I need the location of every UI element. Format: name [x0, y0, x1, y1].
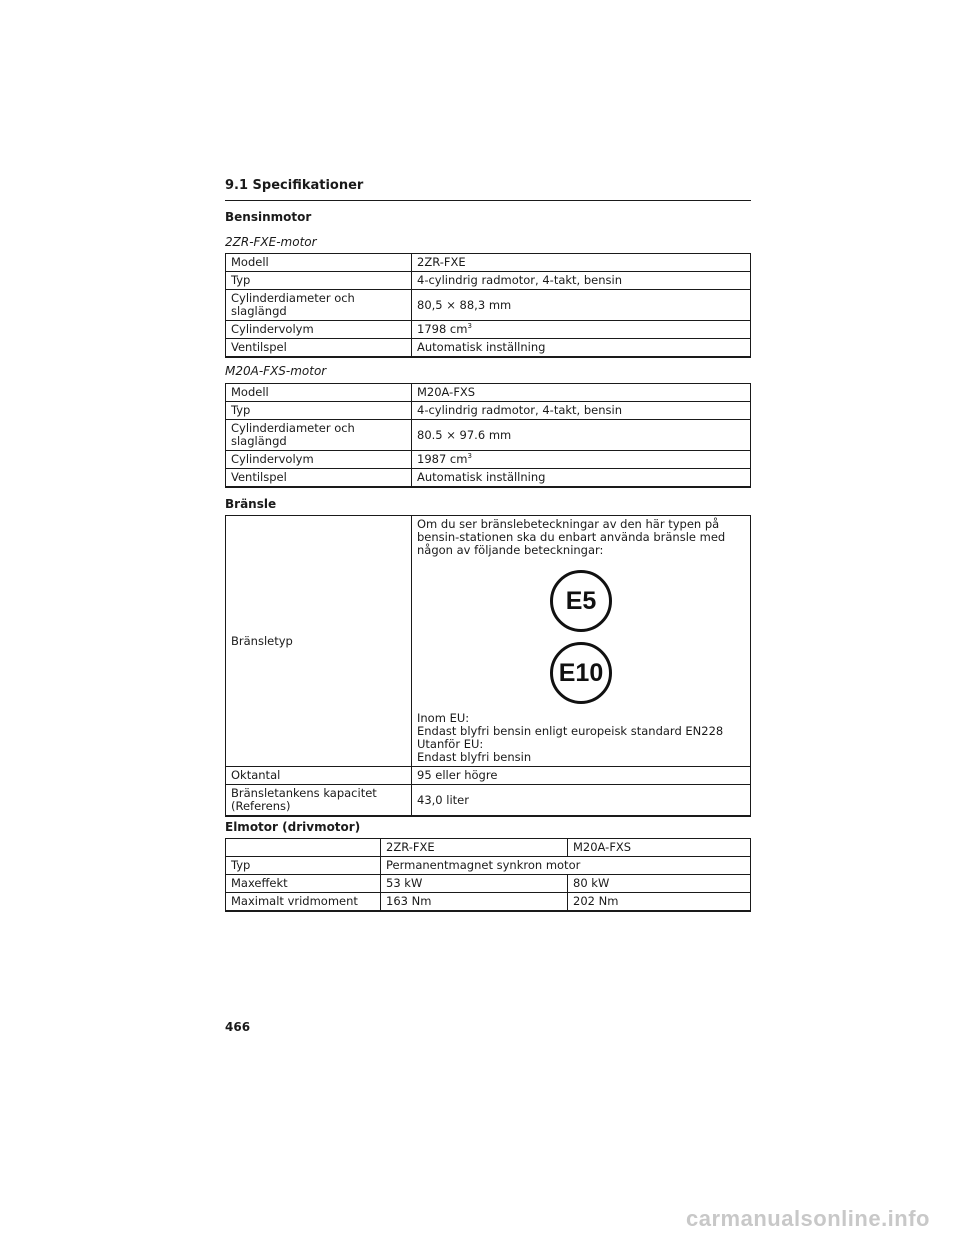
- row-value: 80,5 × 88,3 mm: [412, 290, 751, 321]
- table-row: [226, 516, 751, 767]
- row-key: Typ: [226, 402, 412, 420]
- table-row: [226, 420, 751, 451]
- row-value: Automatisk inställning: [412, 469, 751, 488]
- table-row: [226, 469, 751, 488]
- row-value: [412, 516, 751, 767]
- row-value: 4-cylindrig radmotor, 4-takt, bensin: [412, 272, 751, 290]
- row-value: 4-cylindrig radmotor, 4-takt, bensin: [412, 402, 751, 420]
- elmotor-table: [225, 838, 751, 912]
- section-title: 9.1 Specifikationer: [225, 178, 751, 201]
- table-row: [226, 272, 751, 290]
- row-key: Bränsletankens kapacitet (Referens): [226, 785, 412, 817]
- row-key: Modell: [226, 384, 412, 402]
- row-key: Cylinderdiameter och slaglängd: [226, 420, 412, 451]
- row-key: Maxeffekt: [226, 875, 381, 893]
- table-row: [226, 254, 751, 272]
- row-key: Modell: [226, 254, 412, 272]
- fuel-line: Endast blyfri bensin enligt europeisk standard EN228: [417, 724, 724, 738]
- e5-badge-icon: E5: [550, 570, 612, 632]
- row-value: 95 eller högre: [412, 767, 751, 785]
- row-value: 53 kW: [381, 875, 568, 893]
- row-key: Bränsletyp: [226, 516, 412, 767]
- column-header: 2ZR-FXE: [381, 839, 568, 857]
- page-number: 466: [225, 1020, 251, 1034]
- table-row: [226, 402, 751, 420]
- fuel-line: Utanför EU:: [417, 737, 484, 751]
- table-row: [226, 384, 751, 402]
- row-value: Automatisk inställning: [412, 339, 751, 358]
- row-value: M20A-FXS: [412, 384, 751, 402]
- elmotor-heading: Elmotor (drivmotor): [225, 820, 361, 834]
- row-key: Cylinderdiameter och slaglängd: [226, 290, 412, 321]
- row-value: 80.5 × 97.6 mm: [412, 420, 751, 451]
- engine1-table: [225, 253, 751, 358]
- fuel-intro: Om du ser bränslebeteckningar av den här typen på bensin-stationen ska du enbart använda bränsle med någon av följande beteckningar:: [417, 517, 726, 557]
- row-key: Cylindervolym: [226, 321, 412, 339]
- row-value: 2ZR-FXE: [412, 254, 751, 272]
- engine2-table: [225, 383, 751, 488]
- table-row: [226, 785, 751, 817]
- fuel-table: [225, 515, 751, 817]
- row-value: [412, 321, 751, 339]
- table-row: [226, 321, 751, 339]
- superscript: 3: [467, 322, 472, 331]
- column-header: [226, 839, 381, 857]
- table-row: [226, 857, 751, 875]
- bransle-heading: Bränsle: [225, 497, 277, 511]
- engine1-title: 2ZR-FXE-motor: [225, 235, 317, 249]
- e10-badge-icon: E10: [550, 642, 612, 704]
- volume-value: 1798 cm: [417, 322, 468, 336]
- fuel-line: Endast blyfri bensin: [417, 750, 532, 764]
- row-value: [412, 451, 751, 469]
- table-row: [226, 767, 751, 785]
- table-row: [226, 290, 751, 321]
- row-key: Ventilspel: [226, 339, 412, 358]
- row-value: Permanentmagnet synkron motor: [381, 857, 751, 875]
- table-row: [226, 339, 751, 358]
- table-row: [226, 875, 751, 893]
- row-key: Ventilspel: [226, 469, 412, 488]
- row-value: 163 Nm: [381, 893, 568, 912]
- row-value: 43,0 liter: [412, 785, 751, 817]
- fuel-line: Inom EU:: [417, 711, 470, 725]
- watermark: carmanualsonline.info: [686, 1206, 930, 1231]
- row-key: Typ: [226, 272, 412, 290]
- row-key: Maximalt vridmoment: [226, 893, 381, 912]
- superscript: 3: [467, 452, 472, 461]
- table-header-row: [226, 839, 751, 857]
- table-row: [226, 893, 751, 912]
- row-value: 202 Nm: [568, 893, 751, 912]
- row-key: Cylindervolym: [226, 451, 412, 469]
- column-header: M20A-FXS: [568, 839, 751, 857]
- row-key: Oktantal: [226, 767, 412, 785]
- row-key: Typ: [226, 857, 381, 875]
- row-value: 80 kW: [568, 875, 751, 893]
- bensinmotor-heading: Bensinmotor: [225, 210, 312, 224]
- table-row: [226, 451, 751, 469]
- engine2-title: M20A-FXS-motor: [225, 364, 327, 378]
- volume-value: 1987 cm: [417, 452, 468, 466]
